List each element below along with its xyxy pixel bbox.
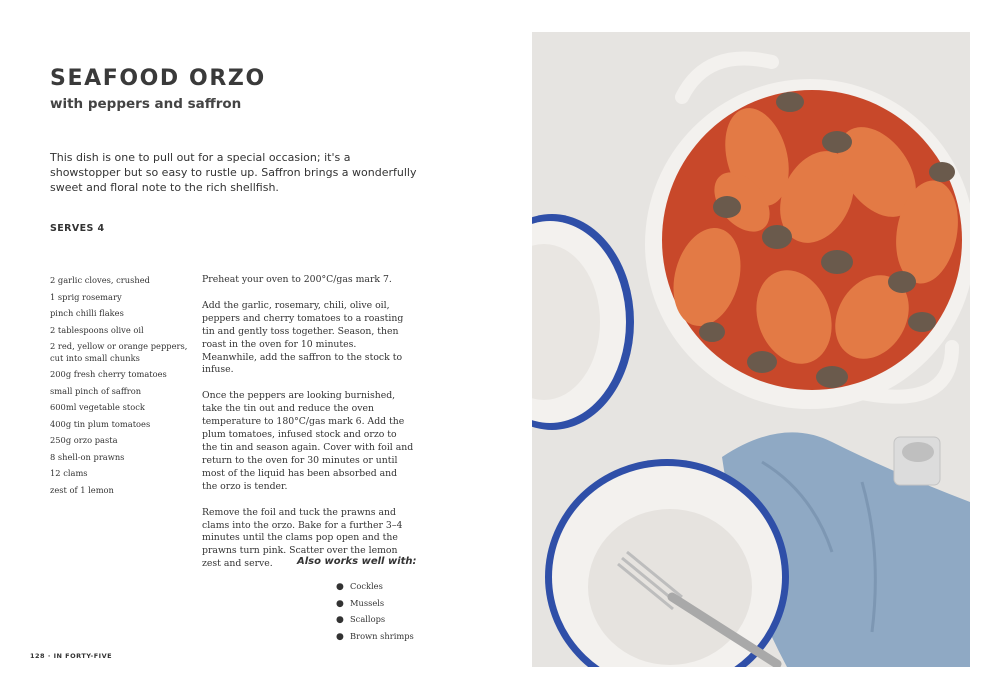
ingredient-item: 250g orzo pasta bbox=[50, 435, 118, 445]
food-photo bbox=[532, 32, 970, 667]
clam bbox=[888, 271, 916, 293]
also-works-item bbox=[336, 597, 414, 614]
ingredient-item: small pinch of saffron bbox=[50, 385, 142, 396]
ingredients-list bbox=[50, 275, 190, 501]
food-illustration bbox=[532, 32, 970, 667]
method-step: Remove the foil and tuck the prawns and clams into the orzo. Bake for a further 3–4 minutes until the clams pop open and the prawns turn pink. Scatter over the lemon zest and serve. bbox=[202, 506, 403, 570]
method-step: Add the garlic, rosemary, chili, olive oil, peppers and cherry tomatoes to a roasting tin and gently toss together. Season, then roast in the oven for 10 minutes. Meanwhile, add the saffron to the stock to infuse. bbox=[202, 299, 404, 376]
clam bbox=[821, 250, 853, 274]
ingredient-item: pinch chilli flakes bbox=[50, 308, 124, 318]
clam bbox=[816, 366, 848, 388]
also-works-label: Brown shrimps bbox=[350, 630, 414, 641]
clam bbox=[747, 351, 777, 373]
also-works-heading: Also works well with: bbox=[297, 556, 417, 567]
clam bbox=[929, 162, 955, 182]
ingredient-item: 2 red, yellow or orange peppers, cut into small chunks bbox=[50, 341, 188, 363]
clam bbox=[762, 225, 792, 249]
ingredient-item: 400g tin plum tomatoes bbox=[50, 418, 151, 429]
also-works-item bbox=[336, 613, 414, 630]
method-step: Preheat your oven to 200°C/gas mark 7. bbox=[202, 274, 392, 285]
bullet-icon: ● bbox=[336, 582, 344, 592]
ingredient-item: 1 sprig rosemary bbox=[50, 291, 122, 302]
baking-dish bbox=[645, 79, 970, 409]
also-works-list bbox=[336, 580, 414, 646]
ingredient-item: 600ml vegetable stock bbox=[50, 402, 145, 412]
bullet-icon: ● bbox=[336, 598, 344, 609]
salt-shaker bbox=[894, 437, 940, 485]
clam bbox=[776, 92, 804, 112]
clam bbox=[699, 322, 725, 342]
recipe-title: SEAFOOD ORZO bbox=[50, 66, 266, 91]
clam bbox=[908, 312, 936, 332]
ingredient-item: 12 clams bbox=[50, 468, 88, 478]
serves-label: SERVES 4 bbox=[50, 223, 105, 234]
ingredient-item: 8 shell-on prawns bbox=[50, 451, 125, 462]
bullet-icon: ● bbox=[336, 615, 344, 625]
also-works-item bbox=[336, 630, 414, 647]
page-folio: 128 · IN FORTY-FIVE bbox=[30, 652, 113, 660]
also-works-label: Mussels bbox=[350, 597, 385, 608]
also-works-label: Cockles bbox=[350, 581, 383, 591]
also-works-item bbox=[336, 580, 414, 597]
also-works-label: Scallops bbox=[350, 614, 386, 624]
recipe-subtitle: with peppers and saffron bbox=[50, 96, 242, 112]
method-step: Once the peppers are looking burnished, take the tin out and reduce the oven temperature to 180°C/gas mark 6. Add the plum tomatoes, infused stock and orzo to the tin and season again. Cover with foil and return to the oven for 30 minutes or until most of the liquid has been absorbed and the orzo is tender. bbox=[202, 390, 414, 492]
ingredient-item: zest of 1 lemon bbox=[50, 484, 114, 495]
ingredient-item: 200g fresh cherry tomatoes bbox=[50, 369, 167, 379]
method-steps bbox=[202, 274, 414, 584]
bullet-icon: ● bbox=[336, 631, 344, 642]
clam bbox=[822, 131, 852, 153]
recipe-intro: This dish is one to pull out for a special occasion; it's a showstopper but so easy to rustle up. Saffron brings a wonderfully sweet and floral note to the rich shellfish. bbox=[50, 151, 417, 194]
ingredient-item: 2 tablespoons olive oil bbox=[50, 324, 144, 335]
clam bbox=[713, 196, 741, 218]
ingredient-item: 2 garlic cloves, crushed bbox=[50, 275, 150, 285]
